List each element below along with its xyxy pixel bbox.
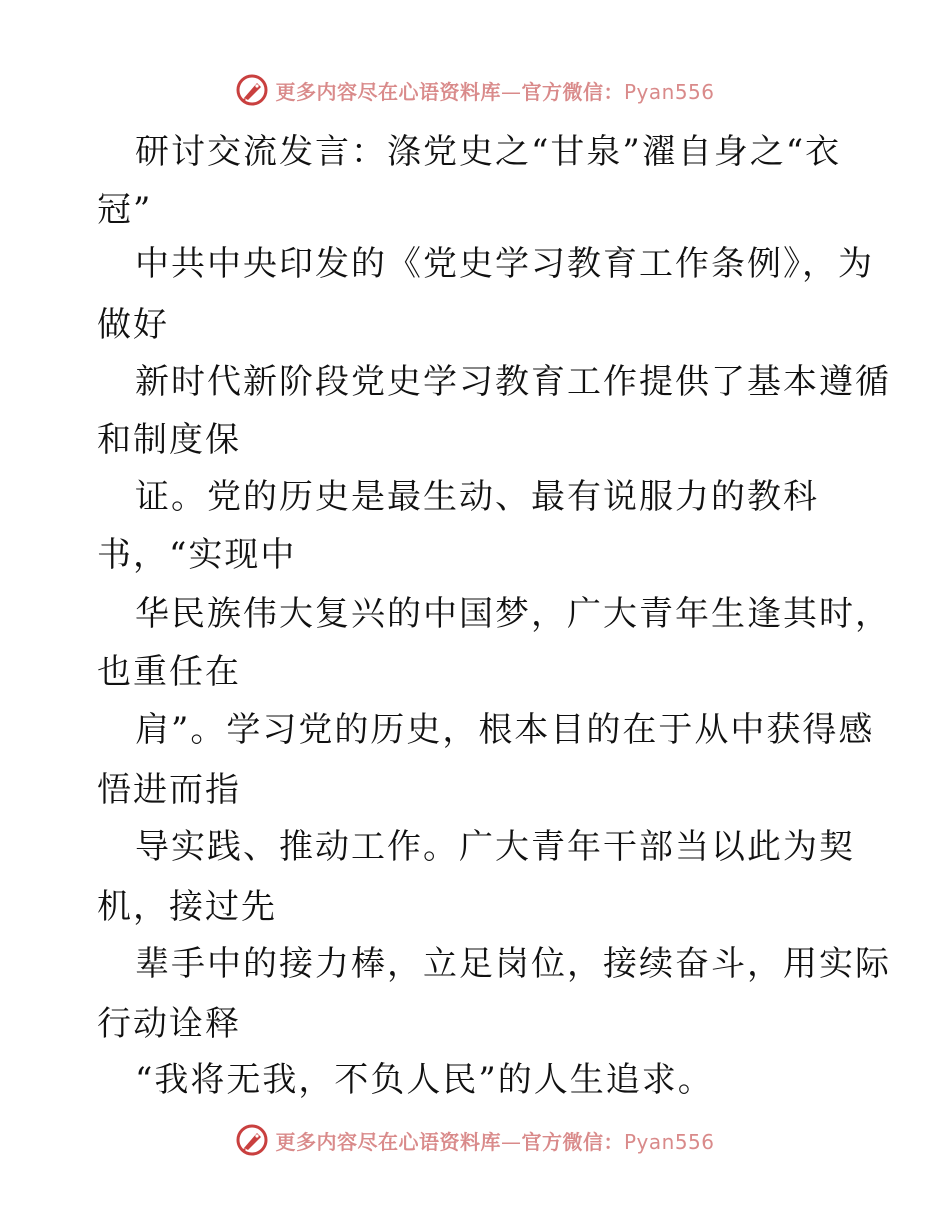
document-title-line-1: 研讨交流发言：涤党史之“甘泉”濯自身之“衣 — [135, 132, 842, 172]
paragraph-line: 书，“实现中 — [97, 535, 297, 575]
watermark-text: 更多内容尽在心语资料库—官方微信：Pyan556 — [275, 79, 715, 104]
paragraph-line: 和制度保 — [97, 420, 241, 460]
pen-nib-logo-icon — [235, 73, 269, 107]
footer-watermark — [0, 1120, 950, 1160]
paragraph-line: 行动诠释 — [97, 1004, 241, 1044]
watermark-text: 更多内容尽在心语资料库—官方微信：Pyan556 — [275, 1129, 715, 1154]
paragraph-line: “我将无我，不负人民”的人生追求。 — [135, 1060, 714, 1100]
paragraph-line: 也重任在 — [97, 652, 241, 692]
pen-nib-logo-icon — [235, 1123, 269, 1157]
paragraph-line: 新时代新阶段党史学习教育工作提供了基本遵循 — [135, 362, 891, 402]
header-watermark — [0, 70, 950, 110]
paragraph-line: 辈手中的接力棒，立足岗位，接续奋斗，用实际 — [135, 944, 891, 984]
paragraph-line: 做好 — [97, 305, 169, 345]
paragraph-line: 证。党的历史是最生动、最有说服力的教科 — [135, 477, 819, 517]
paragraph-line: 肩”。学习党的历史，根本目的在于从中获得感 — [135, 710, 875, 750]
paragraph-line: 中共中央印发的《党史学习教育工作条例》，为 — [135, 244, 874, 284]
paragraph-line: 机，接过先 — [97, 887, 277, 927]
paragraph-line: 悟进而指 — [97, 770, 241, 810]
paragraph-line: 导实践、推动工作。广大青年干部当以此为契 — [135, 827, 855, 867]
paragraph-line: 华民族伟大复兴的中国梦，广大青年生逢其时， — [135, 594, 891, 634]
document-title-line-2: 冠” — [97, 190, 153, 230]
